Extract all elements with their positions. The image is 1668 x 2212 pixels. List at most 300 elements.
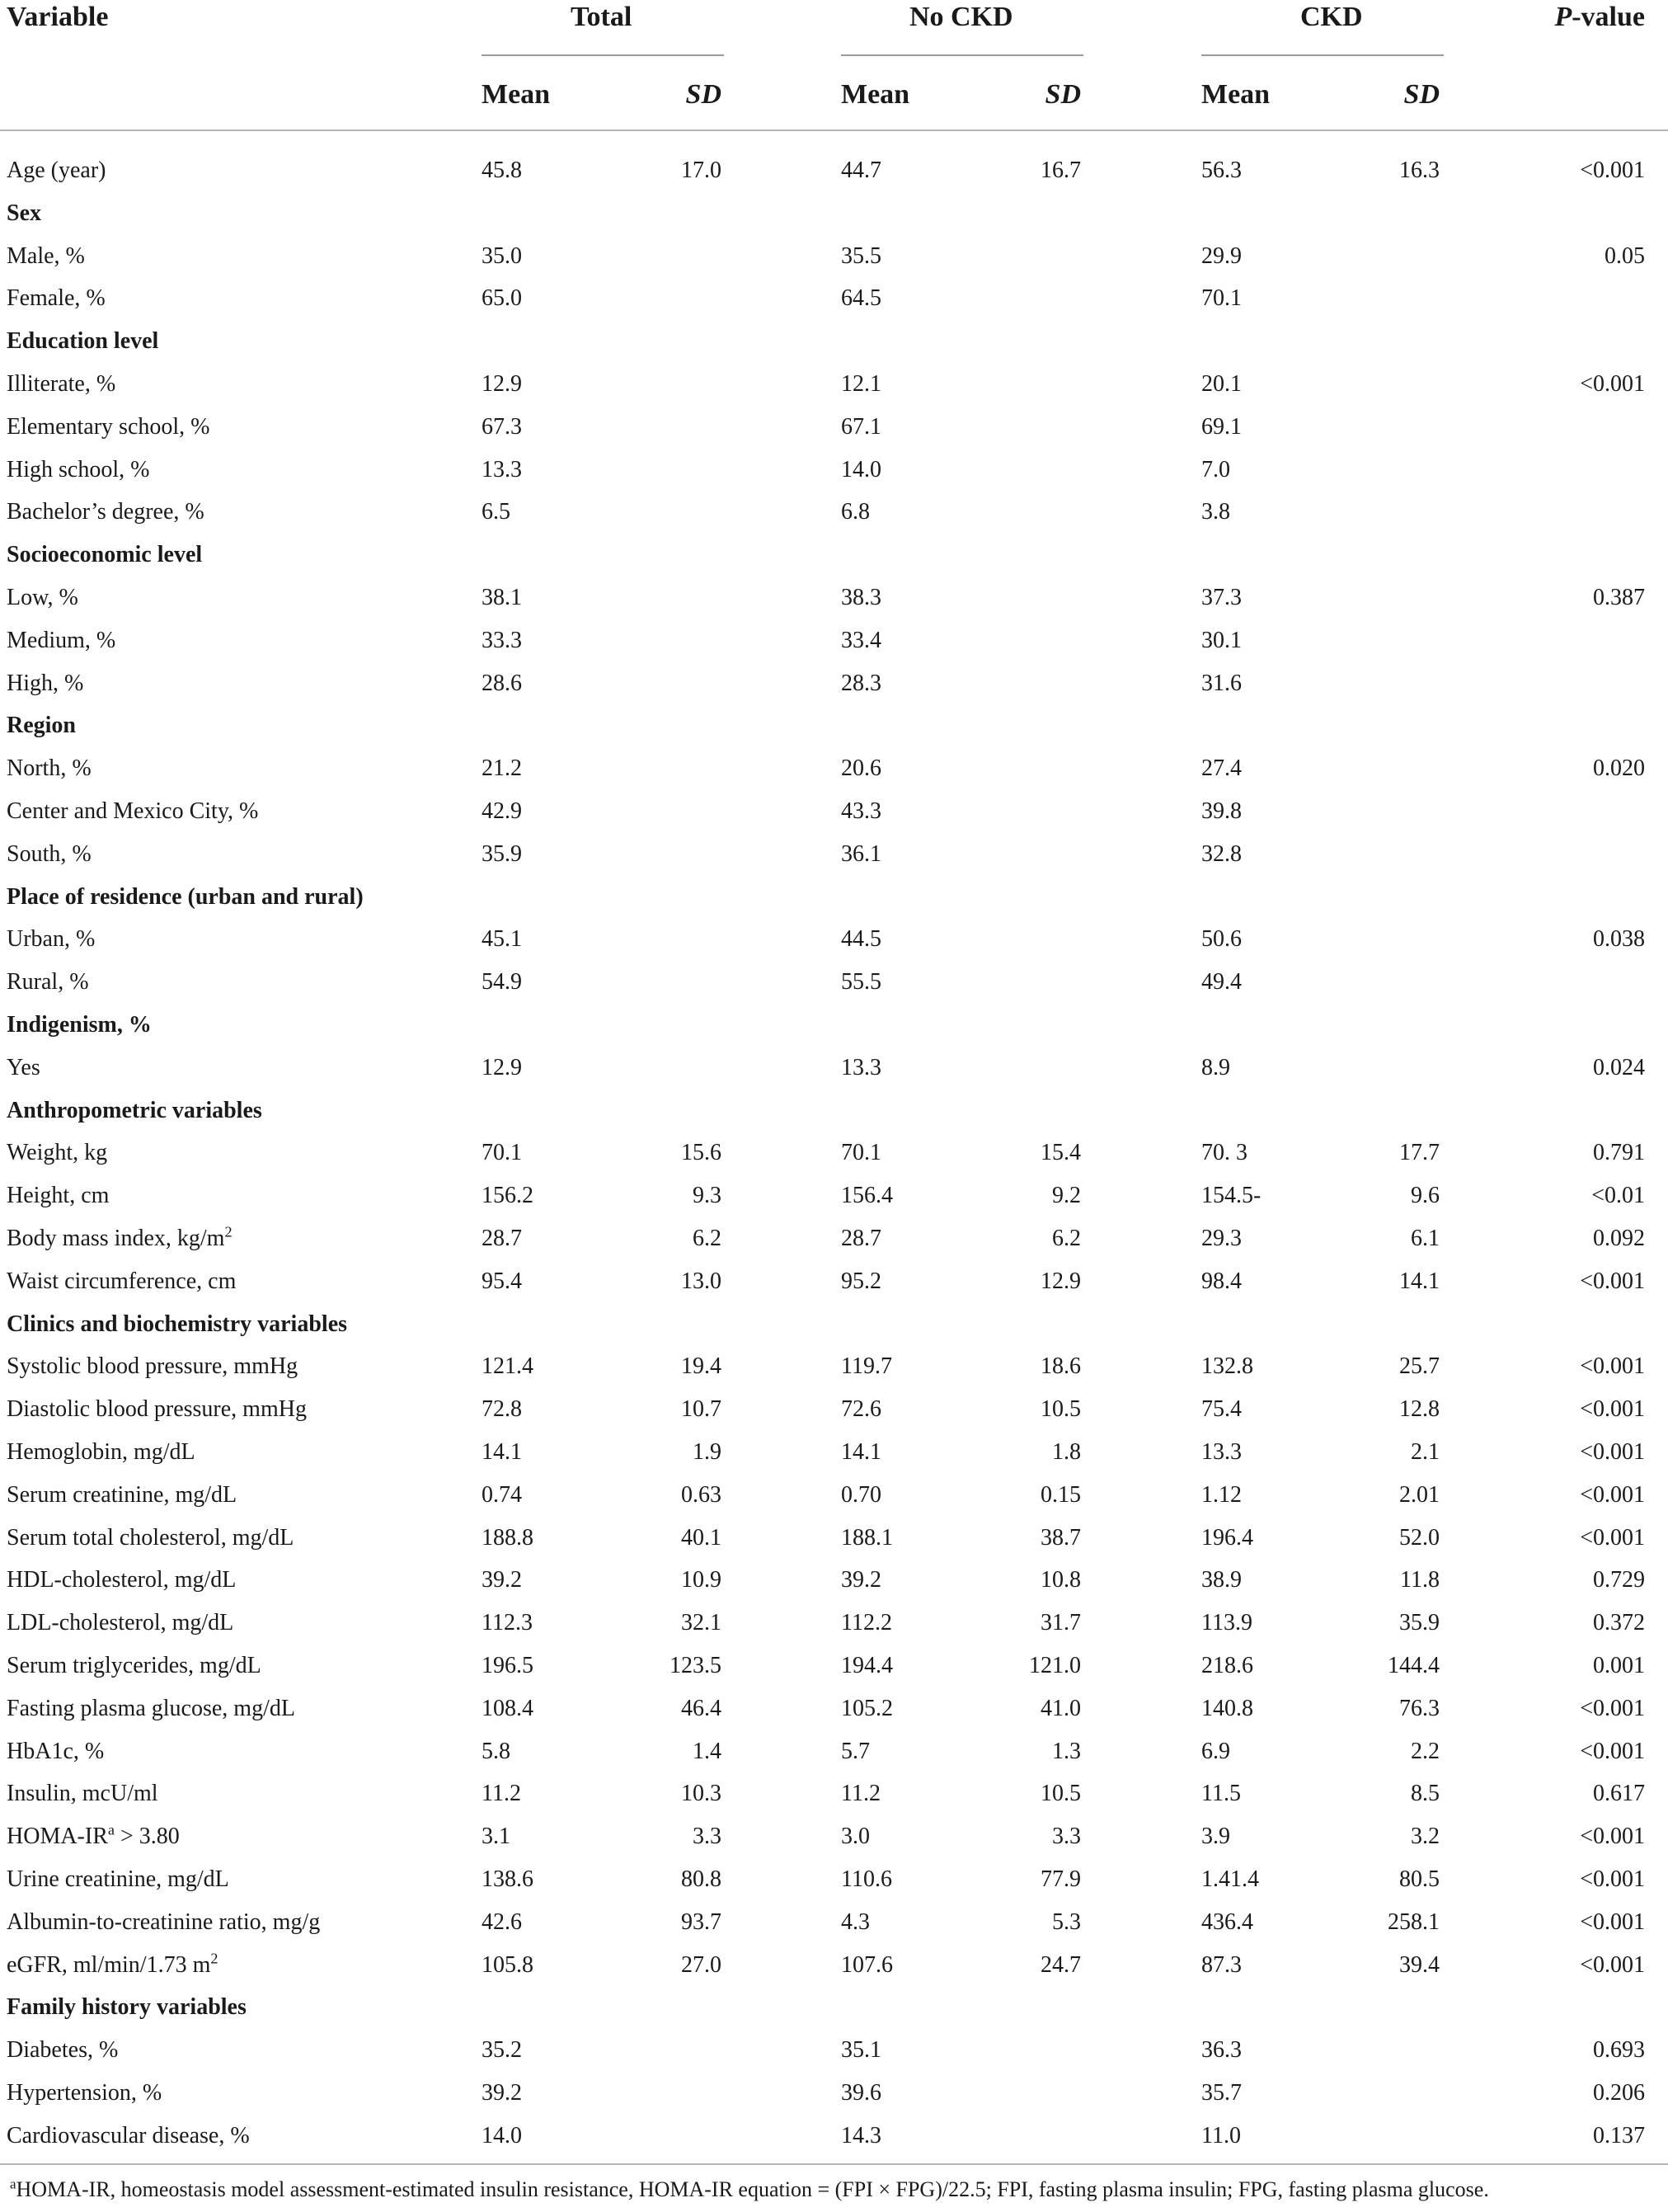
table-row	[0, 1612, 1668, 1654]
cell-ckd-sd: 76.3	[1399, 1695, 1440, 1721]
cell-total-mean: 12.9	[482, 371, 522, 397]
cell-total-mean: 112.3	[482, 1610, 533, 1636]
cell-p-value: <0.01	[1591, 1183, 1645, 1209]
cell-p-value: 0.791	[1593, 1140, 1645, 1166]
cell-no-ckd-sd: 31.7	[1041, 1610, 1081, 1636]
cell-total-mean: 35.0	[482, 242, 522, 269]
row-label: Urban, %	[7, 926, 96, 953]
table-row	[0, 840, 1668, 886]
cell-total-mean: 65.0	[482, 285, 522, 312]
cell-total-mean: 13.3	[482, 456, 522, 482]
cell-ckd-mean: 1.41.4	[1201, 1866, 1259, 1892]
row-label: Serum creatinine, mg/dL	[7, 1481, 237, 1508]
cell-no-ckd-sd: 41.0	[1041, 1695, 1081, 1721]
cell-no-ckd-mean: 35.1	[841, 2037, 881, 2064]
cell-p-value: 0.387	[1593, 585, 1645, 610]
cell-no-ckd-mean: 95.2	[841, 1268, 881, 1294]
row-label: High school, %	[7, 456, 150, 482]
table-row	[0, 1950, 1668, 1997]
cell-no-ckd-sd: 77.9	[1041, 1866, 1081, 1892]
row-label: Rural, %	[7, 969, 89, 995]
table-row	[0, 1782, 1668, 1825]
cell-no-ckd-sd: 15.4	[1041, 1140, 1081, 1166]
header-variable: Variable	[7, 2, 109, 32]
cell-no-ckd-sd: 38.7	[1041, 1524, 1081, 1551]
header-p-value: P-value	[1554, 2, 1645, 32]
cell-p-value: 0.092	[1593, 1226, 1645, 1251]
table-row	[0, 1697, 1668, 1740]
cell-total-sd: 27.0	[681, 1951, 721, 1978]
cell-no-ckd-mean: 13.3	[841, 1054, 881, 1080]
cell-p-value: <0.001	[1580, 1481, 1645, 1508]
cell-total-mean: 121.4	[482, 1353, 533, 1380]
cell-ckd-mean: 50.6	[1201, 926, 1242, 953]
cell-ckd-mean: 35.7	[1201, 2080, 1242, 2106]
table-row	[0, 1524, 1668, 1570]
cell-no-ckd-mean: 156.4	[841, 1183, 893, 1209]
cell-no-ckd-mean: 4.3	[841, 1908, 870, 1935]
table-row	[0, 456, 1668, 501]
row-label: Age (year)	[7, 158, 106, 183]
cell-ckd-mean: 8.9	[1201, 1054, 1230, 1080]
cell-total-mean: 196.5	[482, 1653, 533, 1678]
table-row	[0, 1654, 1668, 1697]
row-label: Diastolic blood pressure, mmHg	[7, 1396, 307, 1423]
table-row	[0, 1355, 1668, 1398]
cell-p-value: <0.001	[1580, 1353, 1645, 1380]
cell-total-mean: 3.1	[482, 1824, 510, 1850]
table-row	[0, 1398, 1668, 1441]
cell-no-ckd-mean: 119.7	[841, 1353, 892, 1380]
table-row	[0, 1054, 1668, 1099]
header-no-ckd: No CKD	[909, 2, 1013, 32]
cell-no-ckd-mean: 0.70	[841, 1481, 881, 1508]
cell-total-mean: 35.2	[482, 2037, 522, 2064]
cell-no-ckd-mean: 70.1	[841, 1140, 881, 1166]
cell-ckd-mean: 113.9	[1201, 1610, 1252, 1636]
cell-total-sd: 1.9	[693, 1439, 721, 1465]
cell-no-ckd-mean: 38.3	[841, 585, 881, 610]
cell-no-ckd-sd: 0.15	[1041, 1481, 1081, 1508]
table-row	[0, 413, 1668, 459]
section-label: Socioeconomic level	[7, 542, 203, 568]
cell-ckd-mean: 69.1	[1201, 413, 1242, 440]
cell-no-ckd-mean: 64.5	[841, 285, 881, 312]
section-label: Anthropometric variables	[7, 1097, 262, 1123]
footnote: $^a$HOMA-IR, homeostasis model assessment-estimated insulin resistance, HOMA-IR equation = (FPI × FPG)/22.5; FPI, fasting plasma insulin; FPG, fasting plasma glucose.	[10, 2176, 1489, 2201]
cell-ckd-mean: 436.4	[1201, 1908, 1253, 1935]
row-label: HbA1c, %	[7, 1738, 105, 1764]
cell-ckd-mean: 31.6	[1201, 670, 1242, 696]
table-row	[0, 1184, 1668, 1227]
cell-total-sd: 80.8	[681, 1866, 721, 1892]
cell-p-value: <0.001	[1580, 1439, 1645, 1465]
section-label: Education level	[7, 328, 159, 355]
row-label: Systolic blood pressure, mmHg	[7, 1353, 298, 1380]
table-row	[0, 586, 1668, 629]
cell-ckd-mean: 154.5-	[1201, 1183, 1262, 1209]
cell-p-value: <0.001	[1580, 1908, 1645, 1935]
table-row	[0, 1569, 1668, 1612]
table-row	[0, 800, 1668, 843]
cell-p-value: <0.001	[1580, 1866, 1645, 1892]
table-row	[0, 2082, 1668, 2125]
cell-p-value: 0.05	[1605, 242, 1645, 269]
subheader-total-sd: SD	[685, 79, 721, 110]
cell-no-ckd-mean: 112.2	[841, 1610, 892, 1636]
table-row	[0, 1141, 1668, 1184]
cell-no-ckd-sd: 16.7	[1041, 158, 1081, 183]
cell-ckd-mean: 70.1	[1201, 285, 1242, 312]
cell-total-mean: 42.9	[482, 798, 522, 824]
cell-total-mean: 67.3	[482, 413, 522, 440]
cell-ckd-sd: 14.1	[1399, 1268, 1440, 1294]
cell-p-value: 0.372	[1593, 1610, 1645, 1636]
cell-ckd-sd: 52.0	[1399, 1524, 1440, 1551]
cell-total-mean: 38.1	[482, 585, 522, 610]
row-label: Illiterate, %	[7, 371, 116, 397]
cell-ckd-sd: 2.01	[1399, 1481, 1440, 1508]
cell-ckd-mean: 70. 3	[1201, 1140, 1247, 1166]
cell-total-sd: 13.0	[681, 1268, 721, 1294]
cell-no-ckd-sd: 5.3	[1052, 1908, 1081, 1935]
table-row	[0, 287, 1668, 330]
table-row	[0, 971, 1668, 1014]
row-label: Elementary school, %	[7, 413, 210, 440]
cell-ckd-mean: 20.1	[1201, 371, 1242, 397]
cell-ckd-mean: 39.8	[1201, 798, 1242, 824]
cell-ckd-mean: 140.8	[1201, 1695, 1253, 1721]
cell-no-ckd-mean: 20.6	[841, 755, 881, 782]
row-label: Diabetes, %	[7, 2037, 119, 2064]
cell-no-ckd-mean: 110.6	[841, 1866, 892, 1892]
cell-no-ckd-mean: 14.3	[841, 2122, 881, 2148]
cell-ckd-sd: 17.7	[1399, 1140, 1440, 1166]
cell-ckd-mean: 30.1	[1201, 627, 1242, 653]
cell-ckd-mean: 1.12	[1201, 1481, 1242, 1508]
row-label: Body mass index, $kg/m^2$	[7, 1223, 233, 1251]
cell-no-ckd-mean: 6.8	[841, 499, 870, 525]
cell-p-value: <0.001	[1580, 1695, 1645, 1721]
cell-no-ckd-sd: 10.8	[1041, 1567, 1081, 1593]
header-total: Total	[571, 2, 632, 32]
cell-ckd-mean: 87.3	[1201, 1951, 1242, 1978]
cell-no-ckd-mean: 194.4	[841, 1653, 893, 1678]
cell-ckd-mean: 37.3	[1201, 585, 1242, 610]
section-label: Clinics and biochemistry variables	[7, 1311, 348, 1337]
cell-ckd-sd: 2.1	[1411, 1439, 1440, 1465]
table-row	[0, 1908, 1668, 1954]
cell-ckd-mean: 3.9	[1201, 1824, 1230, 1850]
row-label: Fasting plasma glucose, mg/dL	[7, 1695, 295, 1721]
cell-ckd-sd: 35.9	[1399, 1610, 1440, 1636]
row-label: Insulin, mcU/ml	[7, 1781, 158, 1807]
cell-ckd-mean: 36.3	[1201, 2037, 1242, 2064]
cell-total-sd: 93.7	[681, 1908, 721, 1935]
header-ckd: CKD	[1300, 2, 1363, 32]
cell-total-mean: 33.3	[482, 627, 522, 653]
row-label: Cardiovascular disease, %	[7, 2122, 250, 2148]
cell-ckd-sd: 9.6	[1411, 1183, 1440, 1209]
cell-ckd-mean: 3.8	[1201, 499, 1230, 525]
table-row	[0, 501, 1668, 544]
section-label: Indigenism, %	[7, 1012, 152, 1038]
row-label: Waist circumference, cm	[7, 1268, 237, 1294]
cell-no-ckd-mean: 35.5	[841, 242, 881, 269]
cell-no-ckd-mean: 72.6	[841, 1396, 881, 1423]
cell-total-mean: 39.2	[482, 2080, 522, 2106]
table-row	[0, 2122, 1668, 2167]
row-label: Height, cm	[7, 1183, 110, 1209]
row-label: eGFR, ml/min/1.73 $m^2$	[7, 1950, 218, 1978]
cell-ckd-sd: 16.3	[1399, 158, 1440, 183]
cell-total-mean: 28.7	[482, 1226, 522, 1251]
cell-no-ckd-mean: 43.3	[841, 798, 881, 824]
cell-no-ckd-mean: 28.3	[841, 670, 881, 696]
cell-no-ckd-sd: 10.5	[1041, 1781, 1081, 1807]
cell-total-sd: 6.2	[693, 1226, 721, 1251]
table-row	[0, 1868, 1668, 1911]
row-label: Hemoglobin, mg/dL	[7, 1439, 195, 1465]
cell-total-sd: 10.9	[681, 1567, 721, 1593]
cell-no-ckd-sd: 12.9	[1041, 1268, 1081, 1294]
table-row	[0, 159, 1668, 202]
cell-ckd-mean: 27.4	[1201, 755, 1242, 782]
cell-no-ckd-mean: 33.4	[841, 627, 881, 653]
cell-total-mean: 5.8	[482, 1738, 510, 1764]
cell-no-ckd-mean: 12.1	[841, 371, 881, 397]
row-label: High, %	[7, 670, 84, 696]
cell-p-value: <0.001	[1580, 1824, 1645, 1850]
cell-ckd-mean: 13.3	[1201, 1439, 1242, 1465]
cell-p-value: 0.693	[1593, 2037, 1645, 2064]
cell-ckd-mean: 29.9	[1201, 242, 1242, 269]
cell-p-value: <0.001	[1580, 1738, 1645, 1764]
cell-no-ckd-mean: 67.1	[841, 413, 881, 440]
row-label: Hypertension, %	[7, 2080, 162, 2106]
cell-total-mean: 70.1	[482, 1140, 522, 1166]
subheader-total-mean: Mean	[482, 79, 551, 110]
cell-no-ckd-mean: 105.2	[841, 1695, 893, 1721]
section-label: Region	[7, 713, 76, 739]
row-label: North, %	[7, 755, 92, 782]
cell-ckd-mean: 11.5	[1201, 1781, 1241, 1807]
cell-no-ckd-sd: 1.8	[1052, 1439, 1081, 1465]
section-row	[0, 883, 1668, 929]
cell-p-value: <0.001	[1580, 371, 1645, 397]
subheader-ckd-sd: SD	[1403, 79, 1440, 110]
header-bottom-rule	[0, 129, 1668, 131]
row-label: HDL-cholesterol, mg/dL	[7, 1567, 237, 1593]
cell-ckd-sd: 258.1	[1388, 1908, 1440, 1935]
cell-ckd-mean: 56.3	[1201, 158, 1242, 183]
group-rule-total	[482, 54, 724, 56]
table-row	[0, 2039, 1668, 2082]
cell-no-ckd-mean: 5.7	[841, 1738, 870, 1764]
table-row	[0, 1740, 1668, 1783]
cell-total-mean: 21.2	[482, 755, 522, 782]
cell-no-ckd-mean: 39.6	[841, 2080, 881, 2106]
section-label: Place of residence (urban and rural)	[7, 883, 364, 910]
cell-ckd-mean: 218.6	[1201, 1653, 1253, 1678]
cell-total-mean: 105.8	[482, 1951, 533, 1978]
table-row	[0, 629, 1668, 672]
cell-no-ckd-mean: 28.7	[841, 1226, 881, 1251]
cell-no-ckd-sd: 121.0	[1029, 1653, 1081, 1678]
cell-ckd-sd: 2.2	[1411, 1738, 1440, 1764]
table-row	[0, 672, 1668, 715]
cell-no-ckd-mean: 11.2	[841, 1781, 881, 1807]
cell-total-sd: 32.1	[681, 1610, 721, 1636]
cell-total-sd: 10.7	[681, 1396, 721, 1423]
cell-no-ckd-sd: 3.3	[1052, 1824, 1081, 1850]
cell-total-mean: 11.2	[482, 1781, 521, 1807]
section-label: Family history variables	[7, 1994, 247, 2021]
cell-ckd-mean: 196.4	[1201, 1524, 1253, 1551]
row-label: Yes	[7, 1054, 40, 1080]
cell-total-mean: 28.6	[482, 670, 522, 696]
cell-p-value: 0.020	[1593, 755, 1645, 782]
cell-ckd-mean: 75.4	[1201, 1396, 1242, 1423]
cell-p-value: 0.001	[1593, 1653, 1645, 1678]
section-row	[0, 544, 1668, 586]
cell-total-sd: 17.0	[681, 158, 721, 183]
table-row	[0, 1481, 1668, 1527]
cell-no-ckd-mean: 44.5	[841, 926, 881, 953]
cell-p-value: 0.617	[1593, 1781, 1645, 1807]
subheader-ckd-mean: Mean	[1201, 79, 1271, 110]
cell-total-mean: 95.4	[482, 1268, 522, 1294]
cell-p-value: <0.001	[1580, 1396, 1645, 1423]
table-row	[0, 1441, 1668, 1484]
row-label: South, %	[7, 840, 92, 867]
table-row	[0, 242, 1668, 288]
table-row	[0, 928, 1668, 971]
row-label: LDL-cholesterol, mg/dL	[7, 1610, 234, 1636]
cell-p-value: 0.038	[1593, 926, 1645, 953]
section-row	[0, 202, 1668, 245]
cell-total-sd: 123.5	[670, 1653, 721, 1678]
row-label: HOMA-$IR^a > 3.80$	[7, 1821, 180, 1850]
cell-no-ckd-mean: 36.1	[841, 840, 881, 867]
cell-total-mean: 14.0	[482, 2122, 522, 2148]
cell-total-sd: 15.6	[681, 1140, 721, 1166]
cell-no-ckd-sd: 18.6	[1041, 1353, 1081, 1380]
cell-p-value: <0.001	[1580, 158, 1645, 183]
section-row	[0, 1099, 1668, 1142]
cell-total-sd: 40.1	[681, 1524, 721, 1551]
table-row	[0, 757, 1668, 800]
row-label: Low, %	[7, 585, 78, 610]
cell-p-value: 0.024	[1593, 1054, 1645, 1080]
section-row	[0, 1313, 1668, 1356]
cell-no-ckd-sd: 9.2	[1052, 1183, 1081, 1209]
section-row	[0, 714, 1668, 757]
cell-total-mean: 6.5	[482, 499, 510, 525]
section-row	[0, 330, 1668, 373]
cell-total-mean: 72.8	[482, 1396, 522, 1423]
cell-no-ckd-mean: 55.5	[841, 969, 881, 995]
table-row	[0, 1270, 1668, 1313]
cell-total-mean: 45.1	[482, 926, 522, 953]
cell-total-mean: 12.9	[482, 1054, 522, 1080]
cell-no-ckd-mean: 107.6	[841, 1951, 893, 1978]
cell-total-mean: 188.8	[482, 1524, 533, 1551]
cell-total-mean: 14.1	[482, 1439, 522, 1465]
cell-ckd-sd: 25.7	[1399, 1353, 1440, 1380]
section-row	[0, 1014, 1668, 1057]
cell-p-value: <0.001	[1580, 1268, 1645, 1294]
cell-p-value: <0.001	[1580, 1524, 1645, 1551]
cell-p-value: 0.729	[1593, 1567, 1645, 1593]
cell-ckd-mean: 29.3	[1201, 1226, 1242, 1251]
cell-total-mean: 35.9	[482, 840, 522, 867]
subheader-no-ckd-sd: SD	[1045, 79, 1081, 110]
table-row	[0, 373, 1668, 416]
cell-total-sd: 0.63	[681, 1481, 721, 1508]
cell-p-value: <0.001	[1580, 1951, 1645, 1978]
cell-no-ckd-mean: 3.0	[841, 1824, 870, 1850]
cell-ckd-mean: 38.9	[1201, 1567, 1242, 1593]
cell-ckd-mean: 132.8	[1201, 1353, 1253, 1380]
section-row	[0, 1996, 1668, 2039]
cell-total-sd: 9.3	[693, 1183, 721, 1209]
cell-no-ckd-mean: 39.2	[841, 1567, 881, 1593]
cell-total-sd: 10.3	[681, 1781, 721, 1807]
cell-no-ckd-sd: 6.2	[1052, 1226, 1081, 1251]
cell-no-ckd-mean: 188.1	[841, 1524, 893, 1551]
cell-ckd-sd: 39.4	[1399, 1951, 1440, 1978]
cell-total-sd: 19.4	[681, 1353, 721, 1380]
cell-p-value: 0.137	[1593, 2122, 1645, 2148]
cell-total-mean: 54.9	[482, 969, 522, 995]
cell-ckd-sd: 6.1	[1411, 1226, 1440, 1251]
row-label: Center and Mexico City, %	[7, 798, 259, 824]
cell-total-mean: 156.2	[482, 1183, 533, 1209]
row-label: Bachelor’s degree, %	[7, 499, 204, 525]
row-label: Urine creatinine, mg/dL	[7, 1866, 229, 1892]
row-label: Medium, %	[7, 627, 116, 653]
cell-ckd-mean: 7.0	[1201, 456, 1230, 482]
cell-ckd-sd: 12.8	[1399, 1396, 1440, 1423]
row-label: Serum total cholesterol, mg/dL	[7, 1524, 294, 1551]
cell-no-ckd-sd: 1.3	[1052, 1738, 1081, 1764]
cell-ckd-sd: 80.5	[1399, 1866, 1440, 1892]
cell-ckd-sd: 144.4	[1388, 1653, 1440, 1678]
cell-ckd-mean: 6.9	[1201, 1738, 1230, 1764]
cell-ckd-mean: 11.0	[1201, 2122, 1241, 2148]
cell-total-mean: 138.6	[482, 1866, 533, 1892]
table-bottom-rule	[0, 2163, 1668, 2165]
row-label: Weight, kg	[7, 1140, 108, 1166]
cell-no-ckd-mean: 14.1	[841, 1439, 881, 1465]
cell-no-ckd-sd: 10.5	[1041, 1396, 1081, 1423]
cell-total-mean: 0.74	[482, 1481, 522, 1508]
cell-total-mean: 108.4	[482, 1695, 533, 1721]
table-row	[0, 1821, 1668, 1868]
row-label: Male, %	[7, 242, 85, 269]
cell-no-ckd-mean: 14.0	[841, 456, 881, 482]
subheader-no-ckd-mean: Mean	[841, 79, 910, 110]
cell-ckd-sd: 8.5	[1411, 1781, 1440, 1807]
table-row	[0, 1223, 1668, 1270]
cell-total-mean: 39.2	[482, 1567, 522, 1593]
cell-no-ckd-sd: 24.7	[1041, 1951, 1081, 1978]
cell-ckd-mean: 98.4	[1201, 1268, 1242, 1294]
cell-total-sd: 1.4	[693, 1738, 721, 1764]
cell-no-ckd-mean: 44.7	[841, 158, 881, 183]
cell-total-mean: 45.8	[482, 158, 522, 183]
